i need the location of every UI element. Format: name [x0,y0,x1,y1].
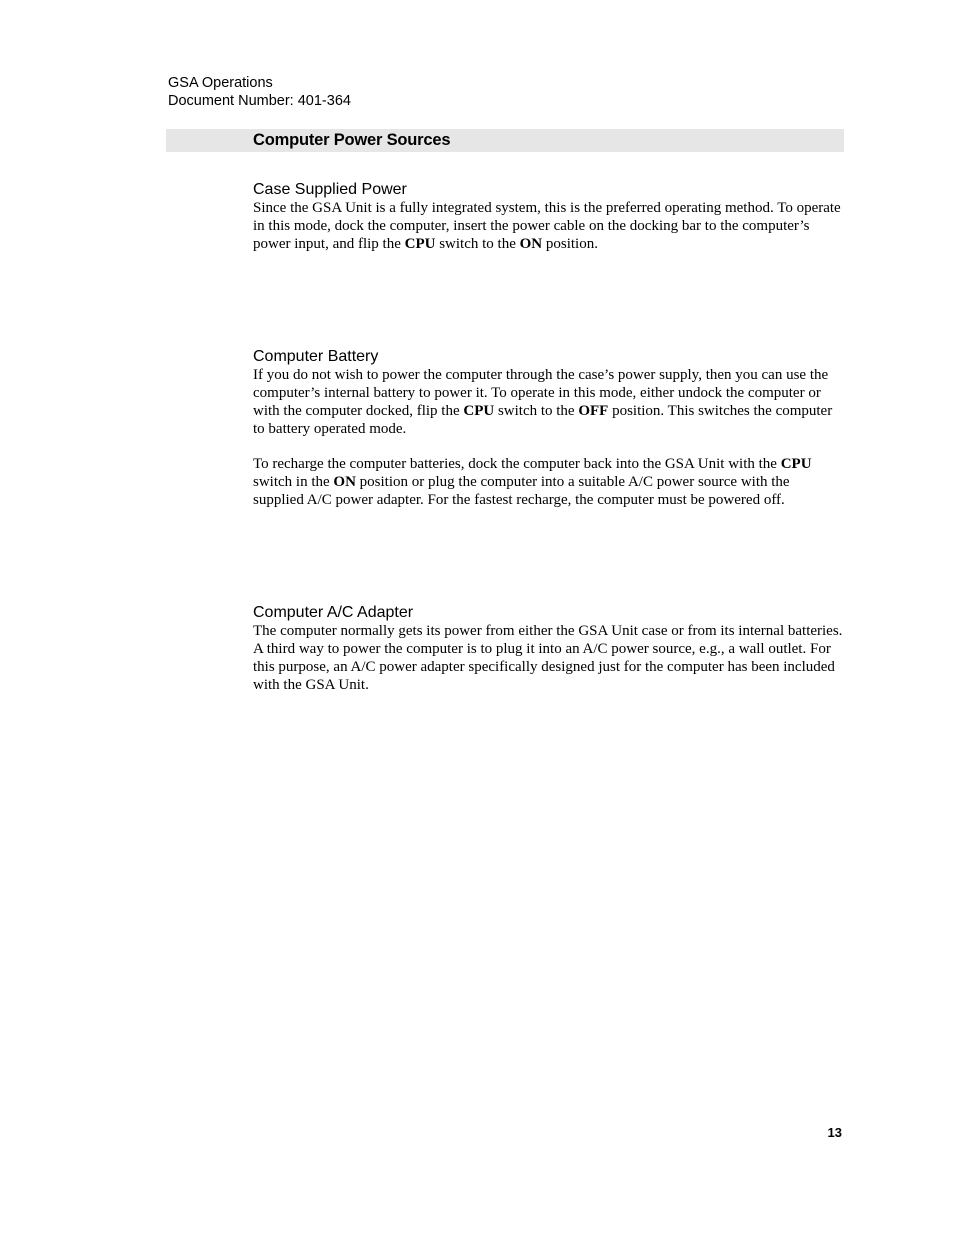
header-title: GSA Operations [168,75,273,91]
document-number: Document Number: 401-364 [168,93,351,109]
page-number: 13 [827,1125,842,1140]
subsection-heading: Computer A/C Adapter [253,604,414,621]
subsection-case-supplied-power [253,180,843,253]
paragraph: If you do not wish to power the computer through the case’s power supply, then you can use the computer’s internal battery to power it. To operate in this mode, either undock the computer or with the computer docked, flip the CPU switch to the OFF position. This switches the computer to battery operated mode. [253,367,833,437]
section-title: Computer Power Sources [253,131,451,149]
subsection-heading: Case Supplied Power [253,181,407,198]
section-title-bar [166,129,844,152]
paragraph: The computer normally gets its power from either the GSA Unit case or from its internal batteries. A third way to power the computer is to plug it into an A/C power source, e.g., a wall outlet. For this purpose, an A/C power adapter specifically designed just for the computer has been included with the GSA Unit. [253,623,843,693]
paragraph: Since the GSA Unit is a fully integrated system, this is the preferred operating method. To operate in this mode, dock the computer, insert the power cable on the docking bar to the computer’s power input, and flip the CPU switch to the ON position. [253,200,841,252]
document-header [168,74,351,110]
paragraph: To recharge the computer batteries, dock the computer back into the GSA Unit with the CPU switch in the ON position or plug the computer into a suitable A/C power source with the supplied A/C power adapter. For the fastest recharge, the computer must be powered off. [253,456,812,508]
subsection-computer-ac-adapter [253,603,843,694]
subsection-computer-battery [253,347,843,509]
subsection-heading: Computer Battery [253,348,379,365]
